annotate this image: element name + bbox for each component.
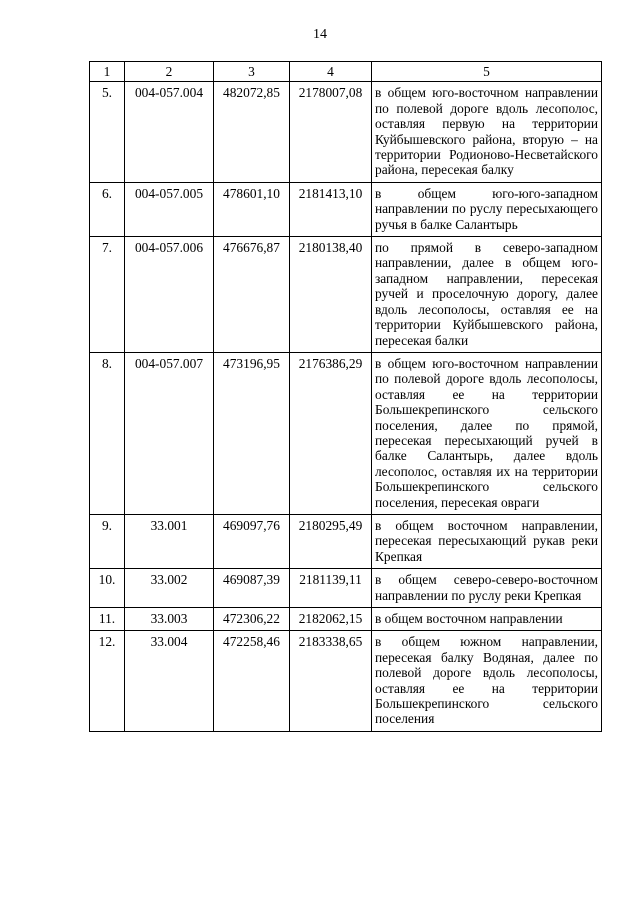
table-row	[90, 237, 602, 353]
table-row	[90, 608, 602, 631]
coordinate-y: 2178007,08	[290, 82, 372, 182]
coordinate-x: 482072,85	[214, 82, 290, 182]
coordinate-x: 472306,22	[214, 608, 290, 631]
table-row	[90, 631, 602, 731]
point-code: 33.003	[125, 608, 214, 631]
table-row	[90, 569, 602, 608]
coordinate-y: 2181139,11	[290, 569, 372, 608]
point-code: 33.002	[125, 569, 214, 608]
coordinate-y: 2180295,49	[290, 514, 372, 568]
coordinate-y: 2182062,15	[290, 608, 372, 631]
row-number: 12.	[90, 631, 125, 731]
point-code: 33.001	[125, 514, 214, 568]
boundary-description: в общем северо-северо-восточном направлении по руслу реки Крепкая	[372, 569, 602, 608]
point-code: 004-057.006	[125, 237, 214, 353]
row-number: 9.	[90, 514, 125, 568]
boundary-description: в общем юго-восточном направлении по полевой дороге вдоль лесополосы, оставляя ее на территории Большекрепинского сельского поселения, далее по прямой, пересекая пересыхающий ручей в балке Салантырь, далее вдоль лесополос, оставляя их на территории Большекрепинского сельского поселения, пересекая овраги	[372, 352, 602, 514]
boundary-description: по прямой в северо-западном направлении, далее в общем юго-западном направлении, пересекая ручей и проселочную дорогу, далее вдоль лесополосы, оставляя ее на территории Куйбышевского района, пересекая балки	[372, 237, 602, 353]
table-row	[90, 352, 602, 514]
coordinate-y: 2176386,29	[290, 352, 372, 514]
row-number: 11.	[90, 608, 125, 631]
point-code: 004-057.007	[125, 352, 214, 514]
point-code: 33.004	[125, 631, 214, 731]
boundary-table	[89, 61, 602, 732]
row-number: 8.	[90, 352, 125, 514]
point-code: 004-057.005	[125, 182, 214, 236]
table-row	[90, 182, 602, 236]
coordinate-y: 2181413,10	[290, 182, 372, 236]
header-col-2: 2	[125, 62, 214, 82]
coordinate-x: 469097,76	[214, 514, 290, 568]
boundary-description: в общем восточном направлении	[372, 608, 602, 631]
row-number: 7.	[90, 237, 125, 353]
row-number: 6.	[90, 182, 125, 236]
coordinate-x: 476676,87	[214, 237, 290, 353]
boundary-description: в общем юго-восточном направлении по полевой дороге вдоль лесополос, оставляя первую на территории Куйбышевского района, вторую – на территории Родионово-Несветайского района, пересекая балку	[372, 82, 602, 182]
table-row	[90, 82, 602, 182]
coordinate-x: 472258,46	[214, 631, 290, 731]
header-col-3: 3	[214, 62, 290, 82]
header-col-5: 5	[372, 62, 602, 82]
row-number: 5.	[90, 82, 125, 182]
coordinate-y: 2180138,40	[290, 237, 372, 353]
table-row	[90, 514, 602, 568]
coordinate-x: 478601,10	[214, 182, 290, 236]
boundary-description: в общем юго-юго-западном направлении по руслу пересыхающего ручья в балке Салантырь	[372, 182, 602, 236]
page-number: 14	[313, 27, 327, 42]
boundary-description: в общем восточном направлении, пересекая пересыхающий рукав реки Крепкая	[372, 514, 602, 568]
boundary-description: в общем южном направлении, пересекая балку Водяная, далее по полевой дороге вдоль лесополосы, оставляя ее на территории Большекрепинского сельского поселения	[372, 631, 602, 731]
header-col-1: 1	[90, 62, 125, 82]
row-number: 10.	[90, 569, 125, 608]
point-code: 004-057.004	[125, 82, 214, 182]
coordinate-x: 473196,95	[214, 352, 290, 514]
header-col-4: 4	[290, 62, 372, 82]
table-header-row	[90, 62, 602, 82]
coordinate-x: 469087,39	[214, 569, 290, 608]
coordinate-y: 2183338,65	[290, 631, 372, 731]
